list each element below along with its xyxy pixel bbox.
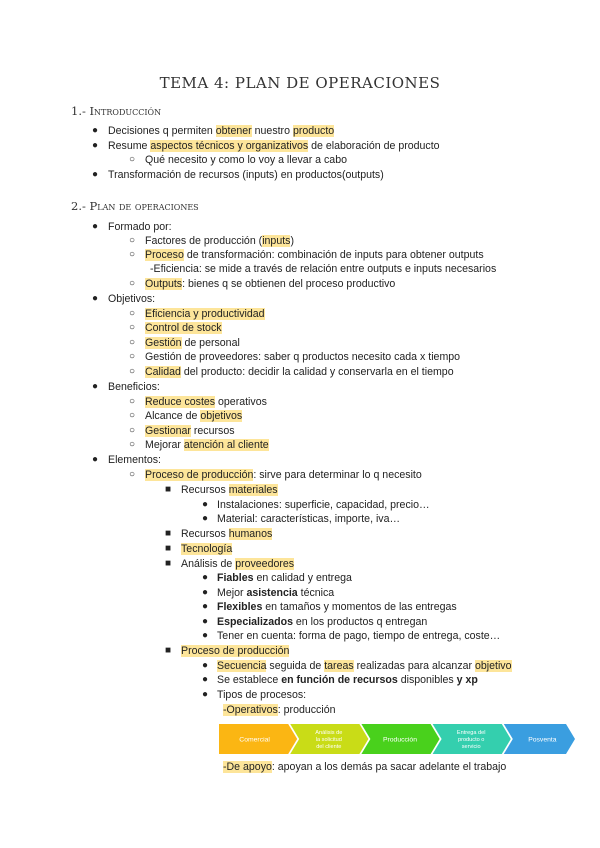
proveedor-fiables: Fiables en calidad y entrega xyxy=(217,572,352,584)
proveedor-flexibles: Flexibles en tamaños y momentos de las entregas xyxy=(217,601,457,613)
objetivo-2: Control de stock xyxy=(145,322,222,334)
objetivo-5: Calidad del producto: decidir la calidad y conservarla en el tiempo xyxy=(145,366,454,378)
elementos-label: Elementos: xyxy=(108,454,161,466)
bullet: ○ xyxy=(128,278,136,289)
bullet: ○ xyxy=(128,410,136,421)
bullet: ● xyxy=(201,513,209,524)
beneficio-2: Alcance de objetivos xyxy=(145,410,243,422)
beneficio-3: Gestionar recursos xyxy=(145,425,235,437)
bullet: ● xyxy=(201,660,209,671)
bullet: ● xyxy=(91,293,99,304)
beneficios-label: Beneficios: xyxy=(108,381,160,393)
tecnologia: Tecnología xyxy=(181,543,233,555)
objetivo-1: Eficiencia y productividad xyxy=(145,308,265,320)
intro-line-4: Transformación de recursos (inputs) en productos(outputs) xyxy=(108,169,384,181)
bullet: ■ xyxy=(164,528,172,539)
proveedor-tener-cuenta: Tener en cuenta: forma de pago, tiempo de entrega, coste… xyxy=(217,630,501,642)
bullet: ● xyxy=(201,630,209,641)
intro-line-3: Qué necesito y como lo voy a llevar a cabo xyxy=(145,154,347,166)
section-heading-introduccion: 1.- Introducción xyxy=(71,104,162,118)
flow-step-label-3: Producción xyxy=(382,736,418,744)
bullet: ● xyxy=(91,381,99,392)
bullet: ● xyxy=(91,125,99,136)
de-apoyo-line: -De apoyo: apoyan a los demás pa sacar adelante el trabajo xyxy=(223,761,507,773)
objetivo-4: Gestión de proveedores: saber q productos necesito cada x tiempo xyxy=(145,351,461,363)
instalaciones-line: Instalaciones: superficie, capacidad, precio… xyxy=(217,499,430,511)
section-heading-plan: 2.- Plan de operaciones xyxy=(71,199,199,213)
objetivos-label: Objetivos: xyxy=(108,293,156,305)
bullet: ● xyxy=(91,221,99,232)
bullet: ○ xyxy=(128,308,136,319)
funcion-recursos-line: Se establece en función de recursos disponibles y xp xyxy=(217,674,478,686)
bullet: ○ xyxy=(128,469,136,480)
secuencia-line: Secuencia seguida de tareas realizadas para alcanzar objetivo xyxy=(217,660,512,672)
intro-line-2: Resume aspectos técnicos y organizativos de elaboración de producto xyxy=(108,140,440,152)
beneficio-4: Mejorar atención al cliente xyxy=(145,439,269,451)
bullet: ○ xyxy=(128,396,136,407)
outputs-line: Outputs: bienes q se obtienen del proceso productivo xyxy=(145,278,396,290)
factores-line: Factores de producción (inputs) xyxy=(145,235,294,247)
recursos-materiales: Recursos materiales xyxy=(181,484,278,496)
bullet: ● xyxy=(201,587,209,598)
proceso-produccion: Proceso de producción xyxy=(181,645,290,657)
objetivo-3: Gestión de personal xyxy=(145,337,240,349)
operativos-line: -Operativos: producción xyxy=(223,704,336,716)
proveedor-asistencia: Mejor asistencia técnica xyxy=(217,587,335,599)
bullet: ● xyxy=(201,674,209,685)
flow-step-label-4: Entrega del producto o servicio xyxy=(456,730,486,750)
process-flow-diagram xyxy=(219,724,575,754)
recursos-humanos: Recursos humanos xyxy=(181,528,273,540)
bullet: ○ xyxy=(128,249,136,260)
bullet: ○ xyxy=(128,366,136,377)
bullet: ○ xyxy=(128,322,136,333)
proceso-line: Proceso de transformación: combinación de inputs para obtener outputs xyxy=(145,249,484,261)
flow-step-label-2: Análisis de la solicitud del cliente xyxy=(315,730,343,750)
bullet: ● xyxy=(91,454,99,465)
bullet: ■ xyxy=(164,543,172,554)
bullet: ● xyxy=(201,601,209,612)
flow-step-label-5: Posventa xyxy=(528,736,557,744)
flow-step-label-1: Comercial xyxy=(239,736,270,744)
bullet: ● xyxy=(201,616,209,627)
bullet: ● xyxy=(201,499,209,510)
bullet: ■ xyxy=(164,645,172,656)
bullet: ○ xyxy=(128,425,136,436)
bullet: ○ xyxy=(128,154,136,165)
intro-line-1: Decisiones q permiten obtener nuestro producto xyxy=(108,125,335,137)
material-line: Material: características, importe, iva… xyxy=(217,513,401,525)
formado-label: Formado por: xyxy=(108,221,172,233)
bullet: ■ xyxy=(164,558,172,569)
analisis-proveedores: Análisis de proveedores xyxy=(181,558,295,570)
beneficio-1: Reduce costes operativos xyxy=(145,396,267,408)
bullet: ○ xyxy=(128,351,136,362)
bullet: ■ xyxy=(164,484,172,495)
bullet: ● xyxy=(201,689,209,700)
bullet: ● xyxy=(91,169,99,180)
page-title: TEMA 4: PLAN DE OPERACIONES xyxy=(159,74,441,92)
proveedor-especializados: Especializados en los productos q entregan xyxy=(217,616,428,628)
bullet: ○ xyxy=(128,337,136,348)
eficiencia-line: -Eficiencia: se mide a través de relación entre outputs e inputs necesarios xyxy=(150,263,497,275)
bullet: ○ xyxy=(128,235,136,246)
bullet: ● xyxy=(91,140,99,151)
elemento-proceso: Proceso de producción: sirve para determinar lo q necesito xyxy=(145,469,422,481)
bullet: ● xyxy=(201,572,209,583)
tipos-procesos: Tipos de procesos: xyxy=(217,689,307,701)
bullet: ○ xyxy=(128,439,136,450)
